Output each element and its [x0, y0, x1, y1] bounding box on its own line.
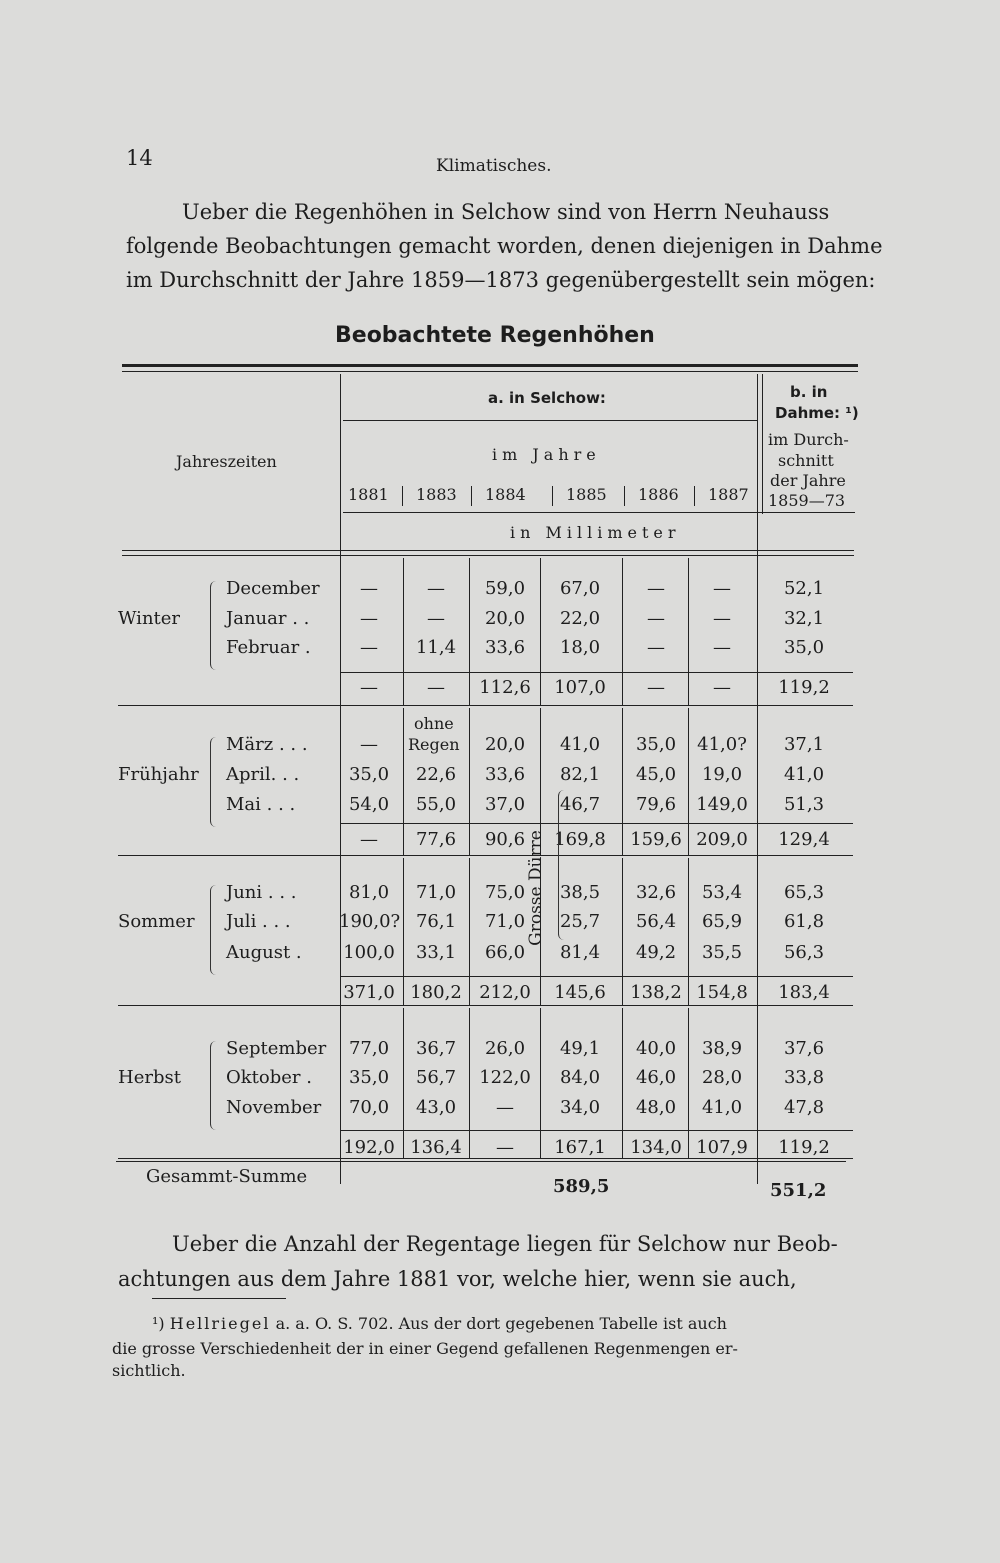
table-cell: 41,0: [559, 734, 601, 755]
total-dahme: 551,2: [770, 1180, 827, 1201]
sum-cell: 209,0: [696, 829, 748, 850]
table-cell: 35,0: [783, 637, 825, 658]
col-sep: [403, 708, 404, 855]
year-sep: [624, 486, 625, 506]
table-cell: 35,5: [701, 942, 743, 963]
year-sep: [402, 486, 403, 506]
table-cell: —: [713, 608, 731, 629]
season-end-rule: [118, 1158, 853, 1159]
table-cell: 190,0?: [339, 911, 401, 932]
table-cell: —: [713, 637, 731, 658]
col-header-season: Jahreszeiten: [176, 452, 277, 471]
col-sep: [403, 558, 404, 705]
col-sep: [469, 708, 470, 855]
sum-cell: 192,0: [343, 1137, 395, 1158]
table-cell: 79,6: [635, 794, 677, 815]
table-cell: —: [360, 608, 378, 629]
table-cell: 28,0: [701, 1067, 743, 1088]
table-cell: 55,0: [415, 794, 457, 815]
intro-line-2: folgende Beobachtungen gemacht worden, denen diejenigen in Dahme: [126, 234, 883, 258]
month-label: Oktober .: [226, 1067, 312, 1088]
avg-header-1: im Durch-: [768, 430, 849, 449]
year-header-1886: 1886: [638, 485, 679, 504]
month-label: Juni . . .: [226, 882, 297, 903]
table-cell: 56,3: [783, 942, 825, 963]
season-label-2: Sommer: [118, 911, 195, 932]
table-cell: —: [647, 637, 665, 658]
running-head: Klimatisches.: [436, 156, 552, 176]
col-sep: [540, 1008, 541, 1158]
table-cell: 65,3: [783, 882, 825, 903]
im-jahre-label: im Jahre: [492, 445, 601, 464]
sum-cell: 183,4: [778, 982, 830, 1003]
sum-cell: —: [647, 677, 665, 698]
table-cell: 82,1: [559, 764, 601, 785]
table-cell: 76,1: [415, 911, 457, 932]
table-cell: 19,0: [701, 764, 743, 785]
season-end-rule: [118, 1005, 853, 1006]
total-selchow: 589,5: [553, 1176, 610, 1197]
year-sep: [552, 486, 553, 506]
table-cell: 22,0: [559, 608, 601, 629]
header-rule-bottom: [122, 550, 854, 551]
table-cell: —: [427, 578, 445, 599]
table-cell: 46,0: [635, 1067, 677, 1088]
header-rule-bottom-2: [122, 555, 854, 556]
table-cell: 22,6: [415, 764, 457, 785]
footnote-rule: [152, 1298, 286, 1299]
sum-cell: 167,1: [554, 1137, 606, 1158]
sum-cell: 119,2: [778, 677, 830, 698]
sum-cell: 134,0: [630, 1137, 682, 1158]
durre-brace-icon: [558, 790, 565, 940]
col-sep: [622, 1008, 623, 1158]
table-cell: 70,0: [348, 1097, 390, 1118]
sum-cell: 169,8: [554, 829, 606, 850]
table-cell: 18,0: [559, 637, 601, 658]
footnote-marker: ¹): [152, 1314, 165, 1333]
table-cell: —: [647, 578, 665, 599]
table-cell: 49,2: [635, 942, 677, 963]
table-cell: —: [360, 637, 378, 658]
table-cell: 77,0: [348, 1038, 390, 1059]
vrule-dahme-2: [762, 374, 763, 514]
year-header-1881: 1881: [348, 485, 389, 504]
col-sep: [622, 558, 623, 705]
after-line-2: achtungen aus dem Jahre 1881 vor, welche hier, wenn sie auch,: [118, 1267, 797, 1291]
sum-cell: —: [360, 829, 378, 850]
table-cell: 33,6: [484, 764, 526, 785]
table-cell: 71,0: [415, 882, 457, 903]
col-sep: [622, 708, 623, 855]
table-cell: 65,9: [701, 911, 743, 932]
table-cell: 67,0: [559, 578, 601, 599]
year-header-1885: 1885: [566, 485, 607, 504]
table-cell: 75,0: [484, 882, 526, 903]
season-brace-icon: [210, 581, 217, 670]
season-label-0: Winter: [118, 608, 181, 629]
table-cell: 52,1: [783, 578, 825, 599]
table-cell: 37,1: [783, 734, 825, 755]
footnote-text-1: a. a. O. S. 702. Aus der dort gegebenen Tabelle ist auch: [275, 1314, 727, 1333]
group-header-dahme-2: Dahme: ¹): [775, 404, 859, 422]
season-brace-icon: [210, 737, 217, 827]
year-sep: [694, 486, 695, 506]
col-sep: [469, 858, 470, 1005]
table-cell: 35,0: [635, 734, 677, 755]
sum-cell: —: [496, 1137, 514, 1158]
table-cell: 20,0: [484, 608, 526, 629]
table-cell: —: [713, 578, 731, 599]
table-cell: —: [496, 1097, 514, 1118]
sum-cell: 107,9: [696, 1137, 748, 1158]
table-cell: —: [647, 608, 665, 629]
month-label: März . . .: [226, 734, 308, 755]
table-cell: 46,7: [559, 794, 601, 815]
table-cell: 81,0: [348, 882, 390, 903]
season-brace-icon: [210, 1041, 217, 1130]
table-cell: 54,0: [348, 794, 390, 815]
sum-cell: 119,2: [778, 1137, 830, 1158]
table-cell: 84,0: [559, 1067, 601, 1088]
table-cell: 100,0: [343, 942, 395, 963]
intro-line-3: im Durchschnitt der Jahre 1859—1873 gegenübergestellt sein mögen:: [126, 268, 876, 292]
col-sep: [540, 558, 541, 705]
table-cell: 71,0: [484, 911, 526, 932]
footnote-line-2: die grosse Verschiedenheit der in einer Gegend gefallenen Regenmengen er-: [112, 1339, 738, 1358]
table-cell: —: [360, 578, 378, 599]
total-label: Gesammt-Summe: [146, 1166, 308, 1187]
ohne-regen-line-2: Regen: [408, 735, 460, 754]
table-top-rule: [122, 364, 858, 367]
footnote-author: Hellriegel: [169, 1314, 271, 1333]
table-cell: 40,0: [635, 1038, 677, 1059]
table-cell: 35,0: [348, 764, 390, 785]
season-label-1: Frühjahr: [118, 764, 199, 785]
sum-cell: 112,6: [479, 677, 531, 698]
table-cell: 61,8: [783, 911, 825, 932]
sum-rule: [340, 672, 853, 673]
col-sep: [688, 1008, 689, 1158]
month-label: Februar .: [226, 637, 311, 658]
group-header-selchow: a. in Selchow:: [488, 389, 606, 407]
table-cell: 26,0: [484, 1038, 526, 1059]
header-rule-selchow: [343, 420, 757, 421]
season-end-rule: [118, 855, 853, 856]
header-rule-years: [343, 512, 855, 513]
table-cell: 33,8: [783, 1067, 825, 1088]
group-header-dahme-1: b. in: [790, 383, 828, 401]
table-cell: 53,4: [701, 882, 743, 903]
footnote-line-3: sichtlich.: [112, 1361, 186, 1380]
table-cell: 35,0: [348, 1067, 390, 1088]
year-sep: [471, 486, 472, 506]
table-cell: 45,0: [635, 764, 677, 785]
month-label: Juli . . .: [226, 911, 291, 932]
col-sep: [403, 1008, 404, 1158]
table-cell: 41,0: [701, 1097, 743, 1118]
table-cell: 81,4: [559, 942, 601, 963]
month-label: November: [226, 1097, 322, 1118]
table-top-rule-thin: [122, 371, 858, 372]
col-sep: [469, 558, 470, 705]
season-end-rule: [118, 705, 853, 706]
table-cell: —: [360, 734, 378, 755]
season-label-3: Herbst: [118, 1067, 181, 1088]
table-title: Beobachtete Regenhöhen: [335, 323, 655, 348]
table-cell: 47,8: [783, 1097, 825, 1118]
table-cell: 20,0: [484, 734, 526, 755]
table-cell: 34,0: [559, 1097, 601, 1118]
table-bottom-rule: [116, 1161, 846, 1162]
month-label: Januar . .: [226, 608, 310, 629]
table-cell: 38,9: [701, 1038, 743, 1059]
sum-cell: —: [713, 677, 731, 698]
year-header-1884: 1884: [485, 485, 526, 504]
month-label: Mai . . .: [226, 794, 296, 815]
table-cell: 38,5: [559, 882, 601, 903]
month-label: December: [226, 578, 320, 599]
avg-header-3: der Jahre: [770, 471, 846, 490]
sum-rule: [340, 823, 853, 824]
footnote-line-1: [152, 1313, 727, 1335]
unit-label: in Millimeter: [510, 523, 681, 542]
vrule-dahme: [757, 374, 758, 1184]
sum-cell: 90,6: [484, 829, 526, 850]
table-cell: —: [427, 608, 445, 629]
table-cell: 122,0: [479, 1067, 531, 1088]
col-sep: [403, 858, 404, 1005]
month-label: September: [226, 1038, 327, 1059]
sum-cell: 212,0: [479, 982, 531, 1003]
table-cell: 36,7: [415, 1038, 457, 1059]
table-cell: 41,0?: [697, 734, 747, 755]
sum-cell: 77,6: [415, 829, 457, 850]
col-sep: [688, 858, 689, 1005]
table-cell: 11,4: [415, 637, 457, 658]
table-cell: 51,3: [783, 794, 825, 815]
avg-header-4: 1859—73: [768, 491, 846, 510]
col-sep: [622, 858, 623, 1005]
sum-cell: 371,0: [343, 982, 395, 1003]
col-sep: [469, 1008, 470, 1158]
grosse-durre-label: Grosse Dürre: [526, 830, 546, 946]
sum-cell: —: [360, 677, 378, 698]
table-cell: 32,6: [635, 882, 677, 903]
sum-rule: [340, 976, 853, 977]
table-cell: 59,0: [484, 578, 526, 599]
intro-line-1: Ueber die Regenhöhen in Selchow sind von Herrn Neuhauss: [182, 200, 830, 224]
table-cell: 48,0: [635, 1097, 677, 1118]
table-cell: 32,1: [783, 608, 825, 629]
year-header-1887: 1887: [708, 485, 749, 504]
sum-cell: —: [427, 677, 445, 698]
year-header-1883: 1883: [416, 485, 457, 504]
sum-cell: 145,6: [554, 982, 606, 1003]
month-label: April. . .: [226, 764, 300, 785]
month-label: August .: [226, 942, 302, 963]
page-number: 14: [126, 146, 153, 170]
sum-cell: 180,2: [410, 982, 462, 1003]
sum-cell: 136,4: [410, 1137, 462, 1158]
table-cell: 37,6: [783, 1038, 825, 1059]
season-brace-icon: [210, 885, 217, 975]
col-sep: [688, 558, 689, 705]
ohne-regen-line-1: ohne: [414, 714, 454, 733]
col-sep: [688, 708, 689, 855]
after-line-1: Ueber die Anzahl der Regentage liegen für Selchow nur Beob-: [172, 1232, 838, 1256]
sum-cell: 107,0: [554, 677, 606, 698]
sum-cell: 159,6: [630, 829, 682, 850]
table-cell: 33,1: [415, 942, 457, 963]
table-cell: 33,6: [484, 637, 526, 658]
table-cell: 41,0: [783, 764, 825, 785]
table-cell: 49,1: [559, 1038, 601, 1059]
table-cell: 43,0: [415, 1097, 457, 1118]
sum-cell: 138,2: [630, 982, 682, 1003]
table-cell: 149,0: [696, 794, 748, 815]
table-cell: 25,7: [559, 911, 601, 932]
table-cell: 56,7: [415, 1067, 457, 1088]
table-cell: 56,4: [635, 911, 677, 932]
avg-header-2: schnitt: [778, 451, 834, 470]
sum-cell: 154,8: [696, 982, 748, 1003]
table-cell: 37,0: [484, 794, 526, 815]
table-cell: 66,0: [484, 942, 526, 963]
sum-cell: 129,4: [778, 829, 830, 850]
sum-rule: [340, 1130, 853, 1131]
